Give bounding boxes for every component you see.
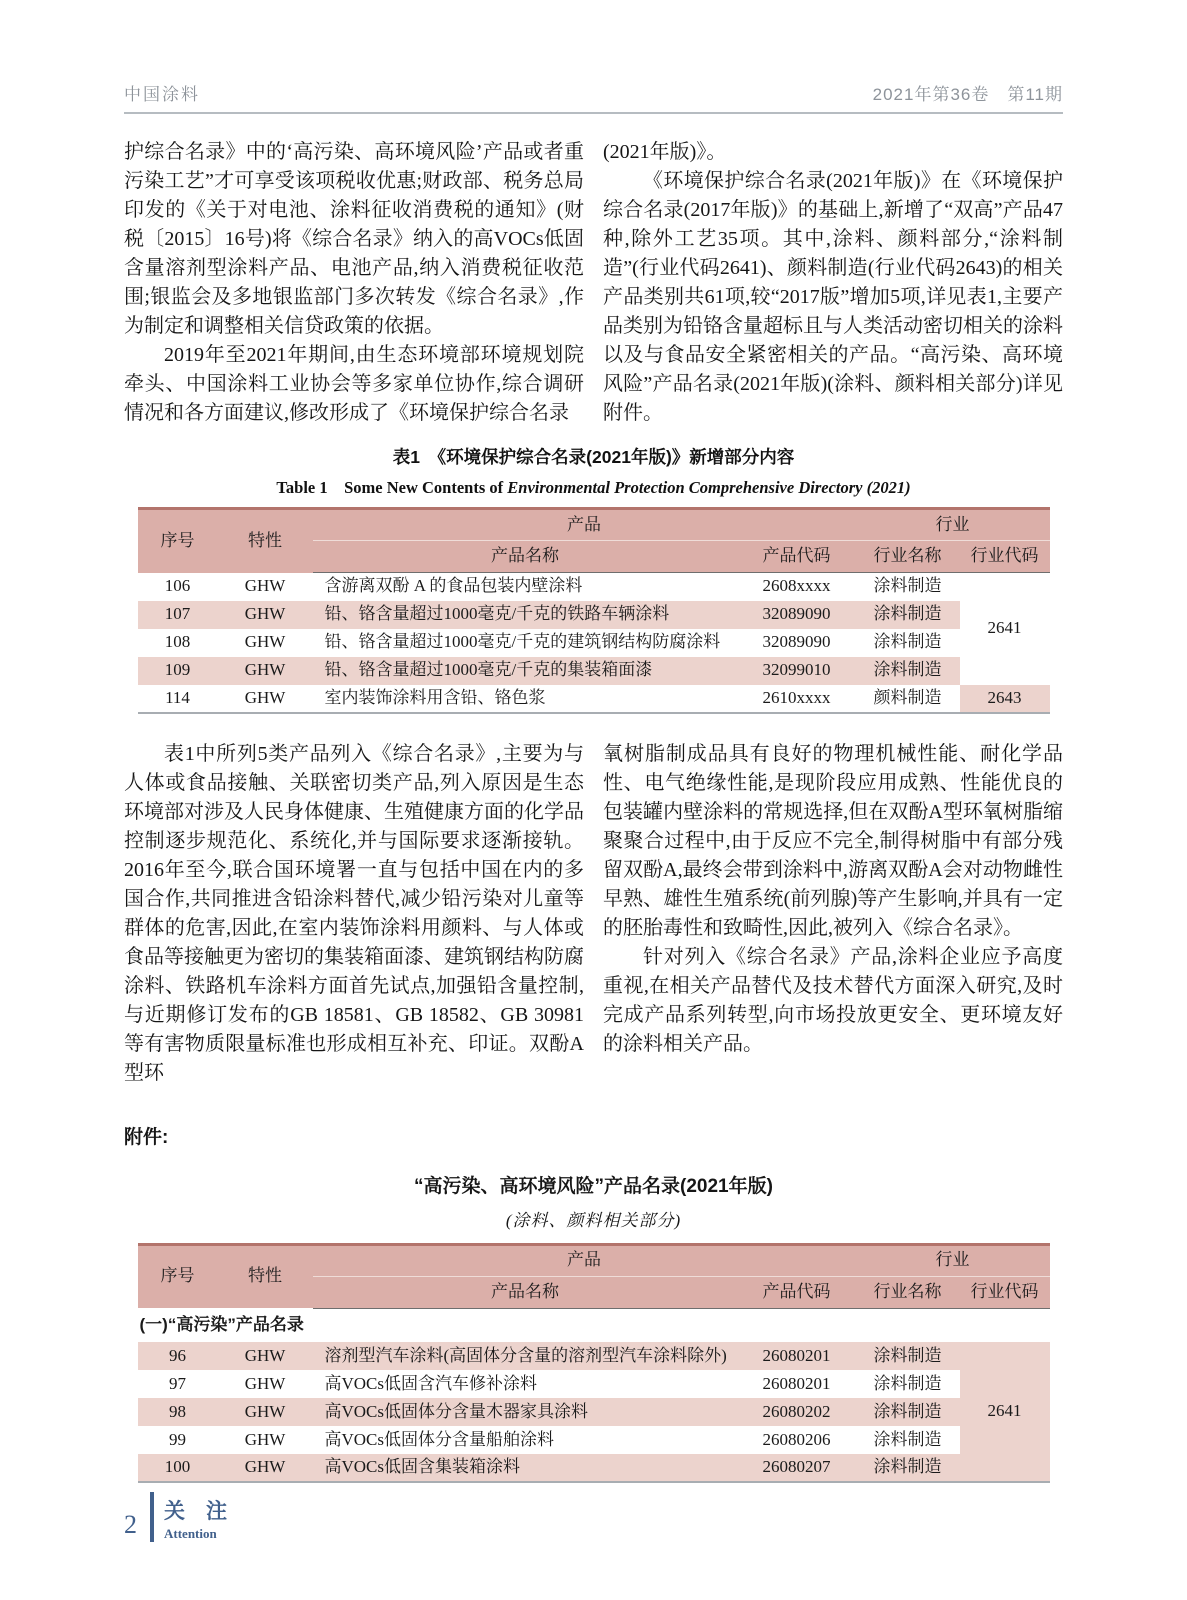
table1-caption-en-title: Environmental Protection Comprehensive Directory (2021) [507,478,911,497]
cell-industry-name: 涂料制造 [856,629,960,657]
cell-industry-name: 涂料制造 [856,601,960,629]
page-number: 2 [124,1510,137,1539]
table-row [138,629,1050,657]
table-row [138,1342,1050,1370]
cell-attr: GHW [218,601,313,629]
col-group-industry: 行业 [856,509,1050,541]
paragraph: 护综合名录》中的‘高污染、高环境风险’产品或者重污染工艺”才可享受该项税收优惠;财政部、税务总局印发的《关于对电池、涂料征收消费税的通知》(财税〔2015〕16号)将《综合名录》纳入的高VOCs低固含量溶剂型涂料产品、电池产品,纳入消费税征收范围;银监会及多地银监部门多次转发《综合名录》,作为制定和调整相关信贷政策的依据。 [124,141,584,337]
col-header-industry-code: 行业代码 [960,1276,1050,1308]
cell-no: 100 [138,1454,218,1482]
cell-product-name: 铅、铬含量超过1000毫克/千克的集装箱面漆 [313,657,738,685]
attachment-table-wrap [124,1243,1063,1484]
col-header-attr: 特性 [218,509,313,573]
page-footer [124,1492,227,1542]
cell-industry-name: 涂料制造 [856,573,960,601]
cell-industry-name: 涂料制造 [856,1454,960,1482]
cell-no: 99 [138,1426,218,1454]
cell-product-name: 高VOCs低固含汽车修补涂料 [313,1370,738,1398]
table1-caption-en [124,474,1063,498]
cell-product-code: 26080202 [738,1398,856,1426]
cell-industry-code: 2643 [960,685,1050,713]
running-head [124,80,1063,114]
paragraph: 针对列入《综合名录》产品,涂料企业应予高度重视,在相关产品替代及技术替代方面深入研究,及时完成产品系列转型,向市场投放更安全、更环境友好的涂料相关产品。 [603,945,1063,1055]
col-header-attr: 特性 [218,1244,313,1308]
cell-attr: GHW [218,1398,313,1426]
table-row [138,1454,1050,1482]
cell-industry-name: 涂料制造 [856,1342,960,1370]
table1-directory-additions [138,507,1050,714]
cell-attr: GHW [218,573,313,601]
table-section-row [138,1308,1050,1342]
table-row [138,657,1050,685]
cell-product-name: 高VOCs低固含集装箱涂料 [313,1454,738,1482]
col-group-product: 产品 [313,1244,856,1276]
column-right [603,740,1063,1088]
table-header-row [138,1244,1050,1276]
table-row [138,685,1050,713]
column-left [124,740,584,1088]
attachment-label: 附件: [124,1126,169,1148]
cell-product-name: 含游离双酚 A 的食品包装内壁涂料 [313,573,738,601]
cell-product-name: 铅、铬含量超过1000毫克/千克的建筑钢结构防腐涂料 [313,629,738,657]
cell-no: 114 [138,685,218,713]
col-header-product-name: 产品名称 [313,541,738,573]
cell-product-code: 2610xxxx [738,685,856,713]
cell-product-code: 32089090 [738,601,856,629]
cell-attr: GHW [218,1370,313,1398]
col-header-product-code: 产品代码 [738,1276,856,1308]
col-group-industry: 行业 [856,1244,1050,1276]
cell-product-code: 26080207 [738,1454,856,1482]
cell-no: 108 [138,629,218,657]
cell-attr: GHW [218,1426,313,1454]
cell-industry-name: 涂料制造 [856,1426,960,1454]
cell-product-code: 2608xxxx [738,573,856,601]
cell-no: 96 [138,1342,218,1370]
col-header-industry-code: 行业代码 [960,541,1050,573]
cell-product-code: 26080201 [738,1342,856,1370]
col-header-product-code: 产品代码 [738,541,856,573]
cell-product-name: 铅、铬含量超过1000毫克/千克的铁路车辆涂料 [313,601,738,629]
footer-section-en: Attention [164,1526,217,1542]
table1-caption-cn: 表1 《环境保护综合名录(2021年版)》新增部分内容 [392,447,795,467]
paragraph: (2021年版)》。 [603,141,727,163]
cell-industry-name: 涂料制造 [856,657,960,685]
cell-no: 107 [138,601,218,629]
col-header-no: 序号 [138,509,218,573]
cell-no: 97 [138,1370,218,1398]
table-row [138,601,1050,629]
body-section-2 [124,740,1063,1088]
cell-product-name: 高VOCs低固体分含量木器家具涂料 [313,1398,738,1426]
paragraph: 《环境保护综合名录(2021年版)》在《环境保护综合名录(2017年版)》的基础上,新增了“双高”产品47种,除外工艺35项。其中,涂料、颜料部分,“涂料制造”(行业代码2641)、颜料制造(行业代码2643)的相关产品类别共61项,较“2017版”增加5项,详见表1,主要产品类别为铅铬含量超标且与人类活动密切相关的涂料以及与食品安全紧密相关的产品。“高污染、高环境风险”产品名录(2021年版)(涂料、颜料相关部分)详见附件。 [603,170,1063,424]
attachment-subtitle: (涂料、颜料相关部分) [505,1210,682,1230]
body-section-1 [124,138,1063,428]
paragraph: 表1中所列5类产品列入《综合名录》,主要为与人体或食品接触、关联密切类产品,列入原因是生态环境部对涉及人民身体健康、生殖健康方面的化学品控制逐步规范化、系统化,并与国际要求逐渐接轨。2016年至今,联合国环境署一直与包括中国在内的多国合作,共同推进含铅涂料替代,减少铅污染对儿童等群体的危害,因此,在室内装饰涂料用颜料、与人体或食品等接触更为密切的集装箱面漆、建筑钢结构防腐涂料、铁路机车涂料方面首先试点,加强铅含量控制,与近期修订发布的GB 18581、GB 18582、GB 30981等有害物质限量标准也形成相互补充、印证。双酚A型环 [124,742,584,1084]
cell-attr: GHW [218,1454,313,1482]
cell-product-code: 32099010 [738,657,856,685]
cell-product-name: 高VOCs低固体分含量船舶涂料 [313,1426,738,1454]
cell-product-name: 室内装饰涂料用含铅、铬色浆 [313,685,738,713]
table2-head [138,1244,1050,1308]
table-row [138,1426,1050,1454]
table-row [138,573,1050,601]
cell-product-name: 溶剂型汽车涂料(高固体分含量的溶剂型汽车涂料除外) [313,1342,738,1370]
attachment-title: “高污染、高环境风险”产品名录(2021年版) [414,1175,773,1197]
table-row [138,1370,1050,1398]
table-header-row [138,509,1050,541]
cell-industry-name: 涂料制造 [856,1398,960,1426]
table2-body [138,1308,1050,1482]
col-header-industry-name: 行业名称 [856,541,960,573]
column-left [124,138,584,428]
cell-attr: GHW [218,685,313,713]
cell-industry-name: 涂料制造 [856,1370,960,1398]
paragraph: 2019年至2021年期间,由生态环境部环境规划院牵头、中国涂料工业协会等多家单位协作,综合调研情况和各方面建议,修改形成了《环境保护综合名录 [124,344,584,424]
cell-industry-code-merged: 2641 [960,573,1050,685]
cell-no: 106 [138,573,218,601]
section-title: (一)“高污染”产品名录 [138,1308,1050,1342]
cell-industry-name: 颜料制造 [856,685,960,713]
footer-accent-bar [150,1492,154,1542]
cell-attr: GHW [218,657,313,685]
journal-name: 中国涂料 [124,85,200,104]
col-header-no: 序号 [138,1244,218,1308]
paragraph: 氧树脂制成品具有良好的物理机械性能、耐化学品性、电气绝缘性能,是现阶段应用成熟、性能优良的包装罐内壁涂料的常规选择,但在双酚A型环氧树脂缩聚聚合过程中,由于反应不完全,制得树脂中有部分残留双酚A,最终会带到涂料中,游离双酚A会对动物雌性早熟、雄性生殖系统(前列腺)等产生影响,并具有一定的胚胎毒性和致畸性,因此,被列入《综合名录》。 [603,742,1063,939]
cell-product-code: 26080201 [738,1370,856,1398]
footer-section-cn: 关 注 [164,1500,227,1524]
table-row [138,1398,1050,1426]
column-right [603,138,1063,428]
cell-no: 98 [138,1398,218,1426]
col-header-product-name: 产品名称 [313,1276,738,1308]
cell-attr: GHW [218,629,313,657]
cell-attr: GHW [218,1342,313,1370]
col-header-industry-name: 行业名称 [856,1276,960,1308]
cell-industry-code-merged: 2641 [960,1342,1050,1482]
table1-caption-en-prefix: Table 1 Some New Contents of [276,478,508,497]
table1-head [138,509,1050,573]
table1-caption [124,444,1063,498]
footer-section [164,1499,227,1542]
issue-info: 2021年第36卷 第11期 [872,85,1063,104]
cell-product-code: 32089090 [738,629,856,657]
cell-product-code: 26080206 [738,1426,856,1454]
col-group-product: 产品 [313,509,856,541]
table2-high-pollution-list [138,1243,1050,1484]
table1-body [138,573,1050,713]
cell-no: 109 [138,657,218,685]
